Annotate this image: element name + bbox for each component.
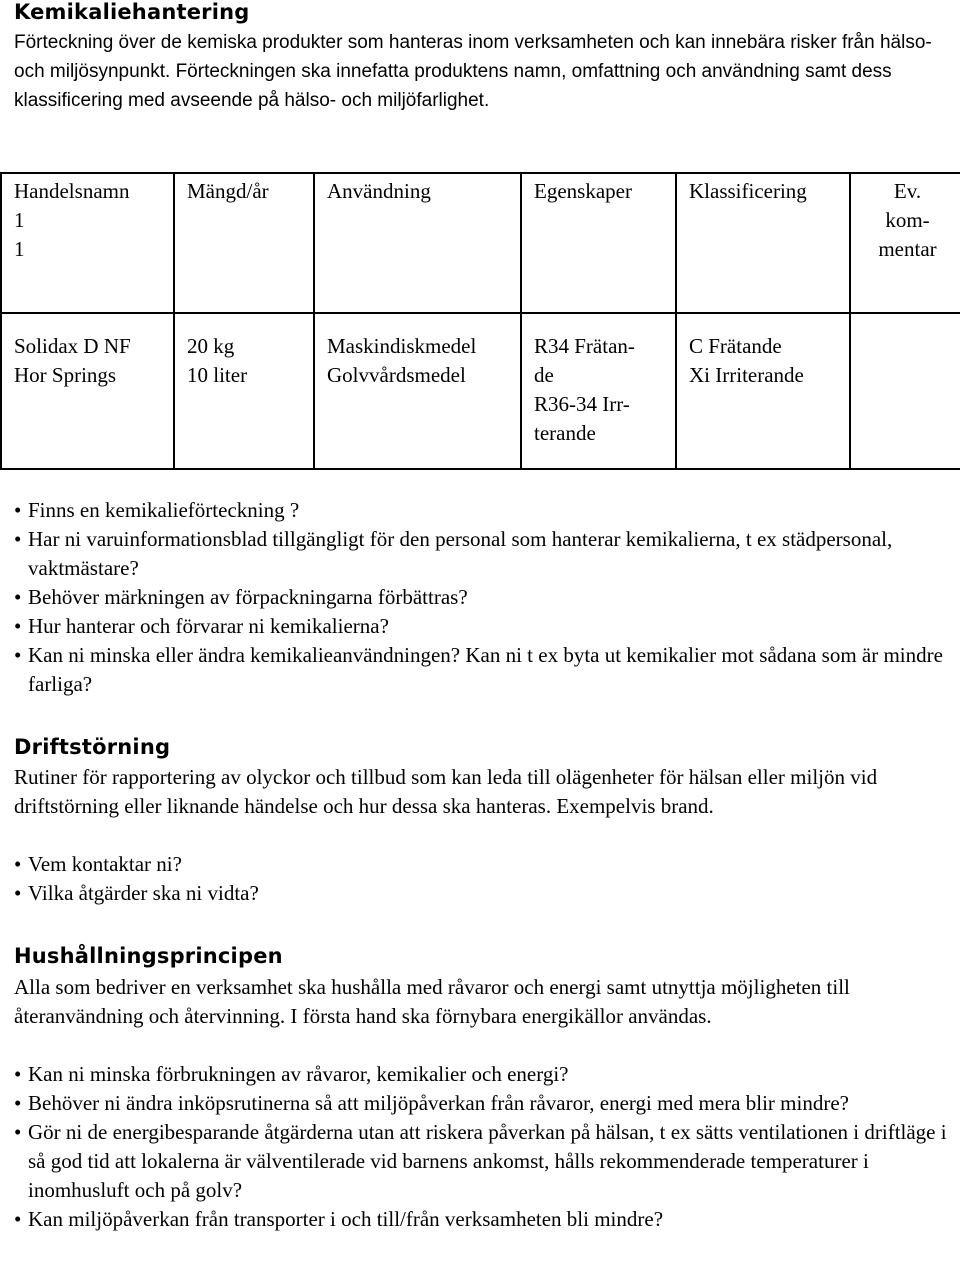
drift-question-list [14,850,949,908]
list-item: • Finns en kemikalieförteckning ? [14,498,300,522]
table-header-cell: Klassificering [676,173,850,313]
table-header-cell: Ev. kom- mentar [850,173,960,313]
list-item: • Gör ni de energibesparande åtgärderna utan att riskera påverkan på hälsan, t ex sätts ventilationen i driftläge i så god tid att lokalerna är välventilerade vid barnens ankomst, hålls rekommenderade temperaturer i inomhusluft och på golv? [14,1120,947,1202]
drift-intro: Rutiner för rapportering av olyckor och tillbud som kan leda till olägenheter för hälsan eller miljön vid driftstörning eller liknande händelse och hur dessa ska hanteras. Exempelvis brand. [14,765,878,818]
list-item: • Kan ni minska förbrukningen av råvaror, kemikalier och energi? [14,1062,569,1086]
list-item: • Kan ni minska eller ändra kemikalieanvändningen? Kan ni t ex byta ut kemikalier mot sådana som är mindre farliga? [14,643,943,696]
table-header-cell: Handelsnamn 1 1 [1,173,174,313]
table-header-cell: Egenskaper [521,173,676,313]
list-item: • Behöver märkningen av förpackningarna förbättras? [14,585,468,609]
kemikalie-question-list [14,496,949,699]
hush-question-list [14,1060,949,1234]
kemikalie-intro: Förteckning över de kemiska produkter som hanteras inom verksamheten och kan innebära risker från hälso- och miljösynpunkt. Förteckningen ska innefatta produktens namn, omfattning och användning samt dess klassificering med avseende på hälso- och miljöfarlighet. [14,32,932,111]
list-item: • Hur hanterar och förvarar ni kemikalierna? [14,614,389,638]
table-cell: C Frätande Xi Irriterande [676,313,850,469]
list-item: • Kan miljöpåverkan från transporter i och till/från verksamheten bli mindre? [14,1207,664,1231]
table-header-cell: Användning [314,173,521,313]
table-cell [850,313,960,469]
table-cell: Solidax D NF Hor Springs [1,313,174,469]
list-item: • Behöver ni ändra inköpsrutinerna så att miljöpåverkan från råvaror, energi med mera blir mindre? [14,1091,849,1115]
list-item: • Vilka åtgärder ska ni vidta? [14,881,259,905]
table-header-cell: Mängd/år [174,173,314,313]
section-heading-driftstorning: Driftstörning [14,735,171,759]
table-cell: R34 Frätan- de R36-34 Irr- terande [521,313,676,469]
table-cell: 20 kg 10 liter [174,313,314,469]
table-cell: Maskindiskmedel Golvvårdsmedel [314,313,521,469]
section-heading-hushallningsprincipen: Hushållningsprincipen [14,944,283,968]
table-row [1,313,960,469]
section-heading-kemikaliehantering: Kemikaliehantering [14,0,250,24]
chemical-table [0,172,960,470]
list-item: • Vem kontaktar ni? [14,852,182,876]
hush-intro: Alla som bedriver en verksamhet ska hushålla med råvaror och energi samt utnyttja möjligheten till återanvändning och återvinning. I första hand ska förnybara energikällor användas. [14,975,850,1028]
list-item: • Har ni varuinformationsblad tillgängligt för den personal som hanterar kemikalierna, t ex städpersonal, vaktmästare? [14,527,893,580]
table-header-row [1,173,960,313]
